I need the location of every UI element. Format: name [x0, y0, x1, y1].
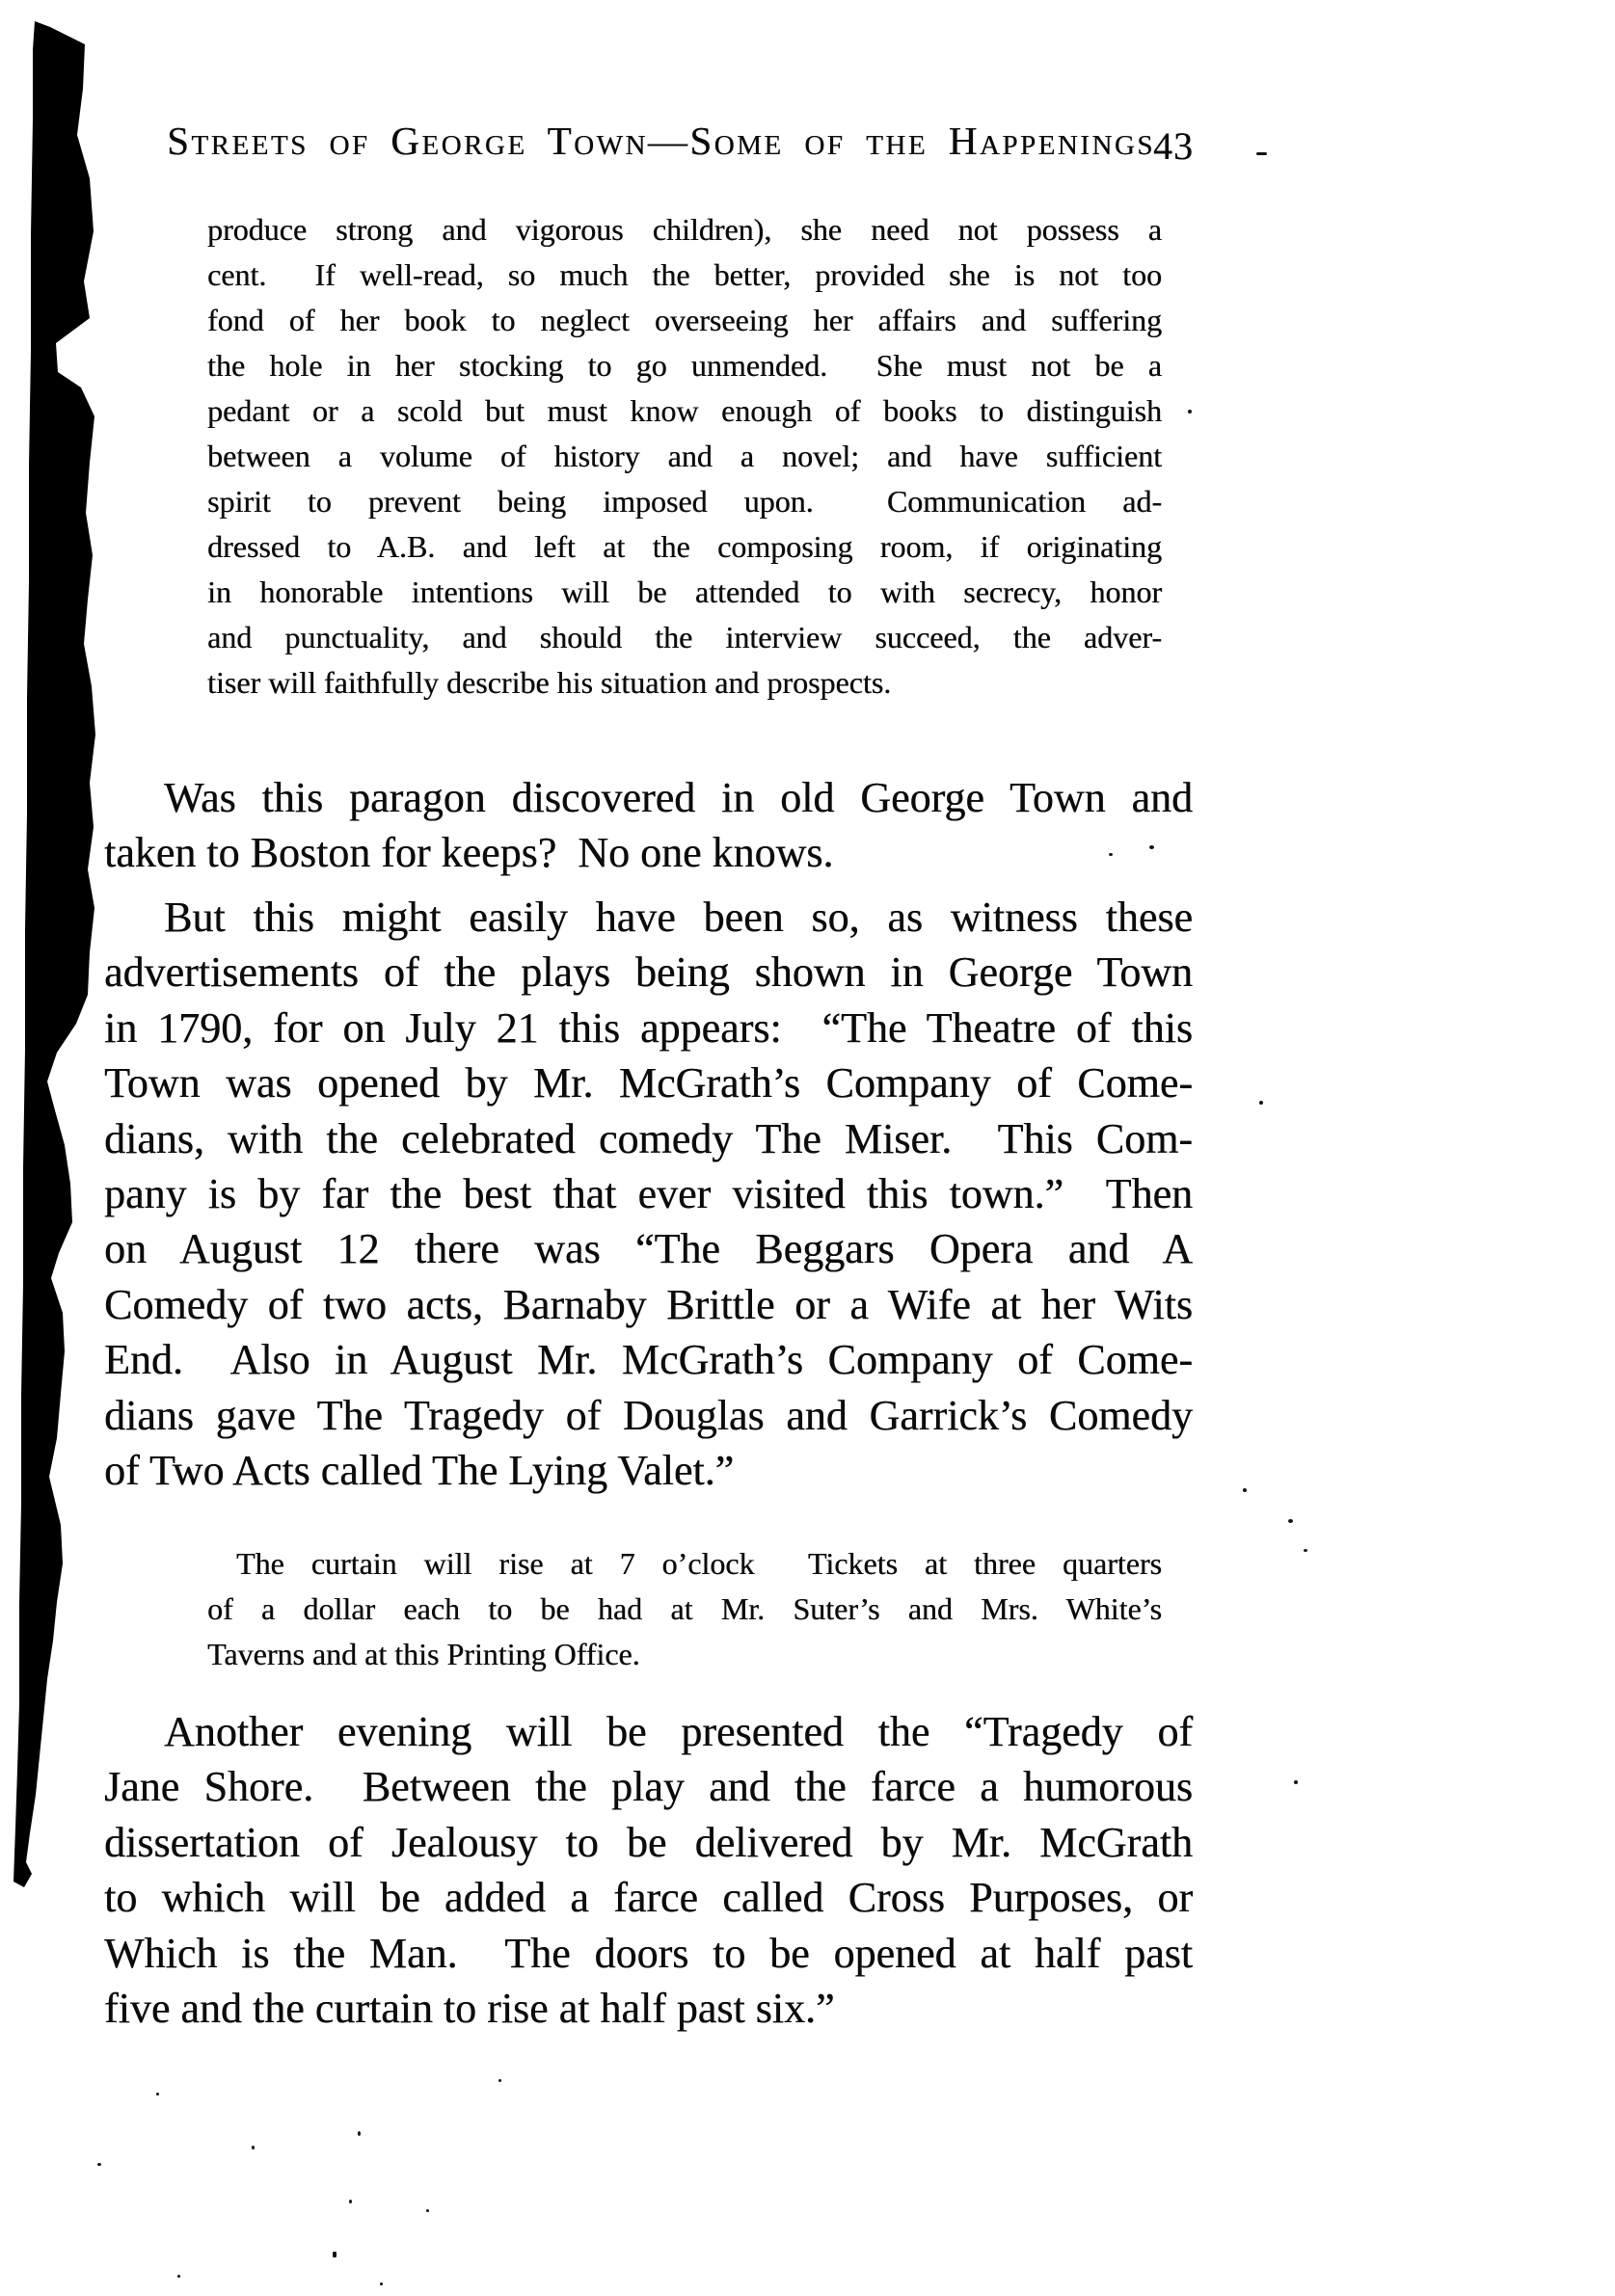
- text-line: produce strong and vigorous children), she need not possess a: [207, 212, 1162, 247]
- text-line: in honorable intentions will be attended to with secrecy, honor: [207, 574, 1162, 609]
- paragraph: [104, 1704, 1193, 2036]
- scan-speck: [1243, 1488, 1247, 1492]
- text-line: dians, with the celebrated comedy The Miser. This Com-: [104, 1114, 1193, 1162]
- scan-speck: [1294, 1780, 1298, 1784]
- text-line: Town was opened by Mr. McGrath’s Company of Come-: [104, 1059, 1193, 1108]
- text-line: the hole in her stocking to go unmended. She must not be a: [207, 348, 1162, 383]
- scan-speck: [358, 2131, 361, 2136]
- page-number: 43: [1153, 124, 1194, 168]
- advertisement-excerpt: [207, 207, 1162, 706]
- text-line: The curtain will rise at 7 o’clock Tickets at three quarters: [236, 1546, 1162, 1581]
- text-line: of a dollar each to be had at Mr. Suter’s and Mrs. White’s: [207, 1591, 1162, 1626]
- text-line: advertisements of the plays being shown in George Town: [104, 948, 1193, 997]
- scan-speck: [1109, 853, 1113, 856]
- text-line: to which will be added a farce called Cross Purposes, or: [104, 1874, 1193, 1922]
- text-line: End. Also in August Mr. McGrath’s Company of Come-: [104, 1336, 1193, 1384]
- chapter-title: Streets of George Town—Some of the Happenings: [167, 119, 1155, 163]
- text-line: of Two Acts called The Lying Valet.”: [104, 1447, 735, 1495]
- text-line: Was this paragon discovered in old George Town and: [164, 774, 1193, 821]
- text-line: cent. If well-read, so much the better, provided she is not too: [207, 257, 1162, 292]
- text-line: Taverns and at this Printing Office.: [207, 1637, 640, 1671]
- scan-speck: [333, 2252, 336, 2257]
- text-line: pany is by far the best that ever visited this town.” Then: [104, 1170, 1193, 1218]
- scan-speck: [252, 2146, 255, 2149]
- scan-speck: [1149, 845, 1154, 849]
- text-line: dressed to A.B. and left at the composing room, if originating: [207, 529, 1162, 564]
- text-line: and punctuality, and should the interview succeed, the adver-: [207, 620, 1162, 654]
- paragraph: [104, 890, 1193, 1498]
- text-line: dians gave The Tragedy of Douglas and Garrick’s Comedy: [104, 1391, 1193, 1439]
- scan-speck: [156, 2093, 159, 2096]
- scan-speck: [1288, 1519, 1293, 1523]
- scan-speck: [380, 2283, 383, 2285]
- text-line: Which is the Man. The doors to be opened at half past: [104, 1929, 1193, 1977]
- scan-speck: [1304, 1549, 1307, 1552]
- text-line: taken to Boston for keeps? No one knows.: [104, 829, 834, 877]
- scan-speck: [426, 2209, 429, 2212]
- text-line: Another evening will be presented the “Tragedy of: [164, 1708, 1193, 1755]
- text-line: pedant or a scold but must know enough of books to distinguish: [207, 393, 1162, 428]
- scan-speck: [349, 2200, 352, 2203]
- text-line: between a volume of history and a novel; and have sufficient: [207, 439, 1162, 473]
- text-line: fond of her book to neglect overseeing her affairs and suffering: [207, 303, 1162, 337]
- text-line: Comedy of two acts, Barnaby Brittle or a Wife at her Wits: [104, 1280, 1193, 1328]
- scan-speck: [1259, 1101, 1263, 1105]
- text-line: Jane Shore. Between the play and the farce a humorous: [104, 1763, 1193, 1811]
- text-line: in 1790, for on July 21 this appears: “The Theatre of this: [104, 1003, 1193, 1052]
- binding-shadow-artifact: [0, 0, 116, 1909]
- scan-speck: [498, 2079, 501, 2082]
- scan-speck: [1256, 152, 1267, 155]
- scan-speck: [1188, 410, 1192, 414]
- text-line: dissertation of Jealousy to be delivered by Mr. McGrath: [104, 1818, 1193, 1866]
- text-line: five and the curtain to rise at half past six.”: [104, 1985, 835, 2033]
- advertisement-excerpt: [207, 1541, 1162, 1677]
- paragraph: [104, 770, 1193, 881]
- running-head: [104, 120, 1193, 163]
- text-line: But this might easily have been so, as witness these: [164, 894, 1193, 941]
- text-line: tiser will faithfully describe his situation and prospects.: [207, 665, 892, 700]
- text-line: spirit to prevent being imposed upon. Communication ad-: [207, 484, 1162, 519]
- scan-speck: [177, 2275, 180, 2278]
- text-line: on August 12 there was “The Beggars Opera and A: [104, 1225, 1193, 1273]
- scan-speck: [97, 2163, 101, 2166]
